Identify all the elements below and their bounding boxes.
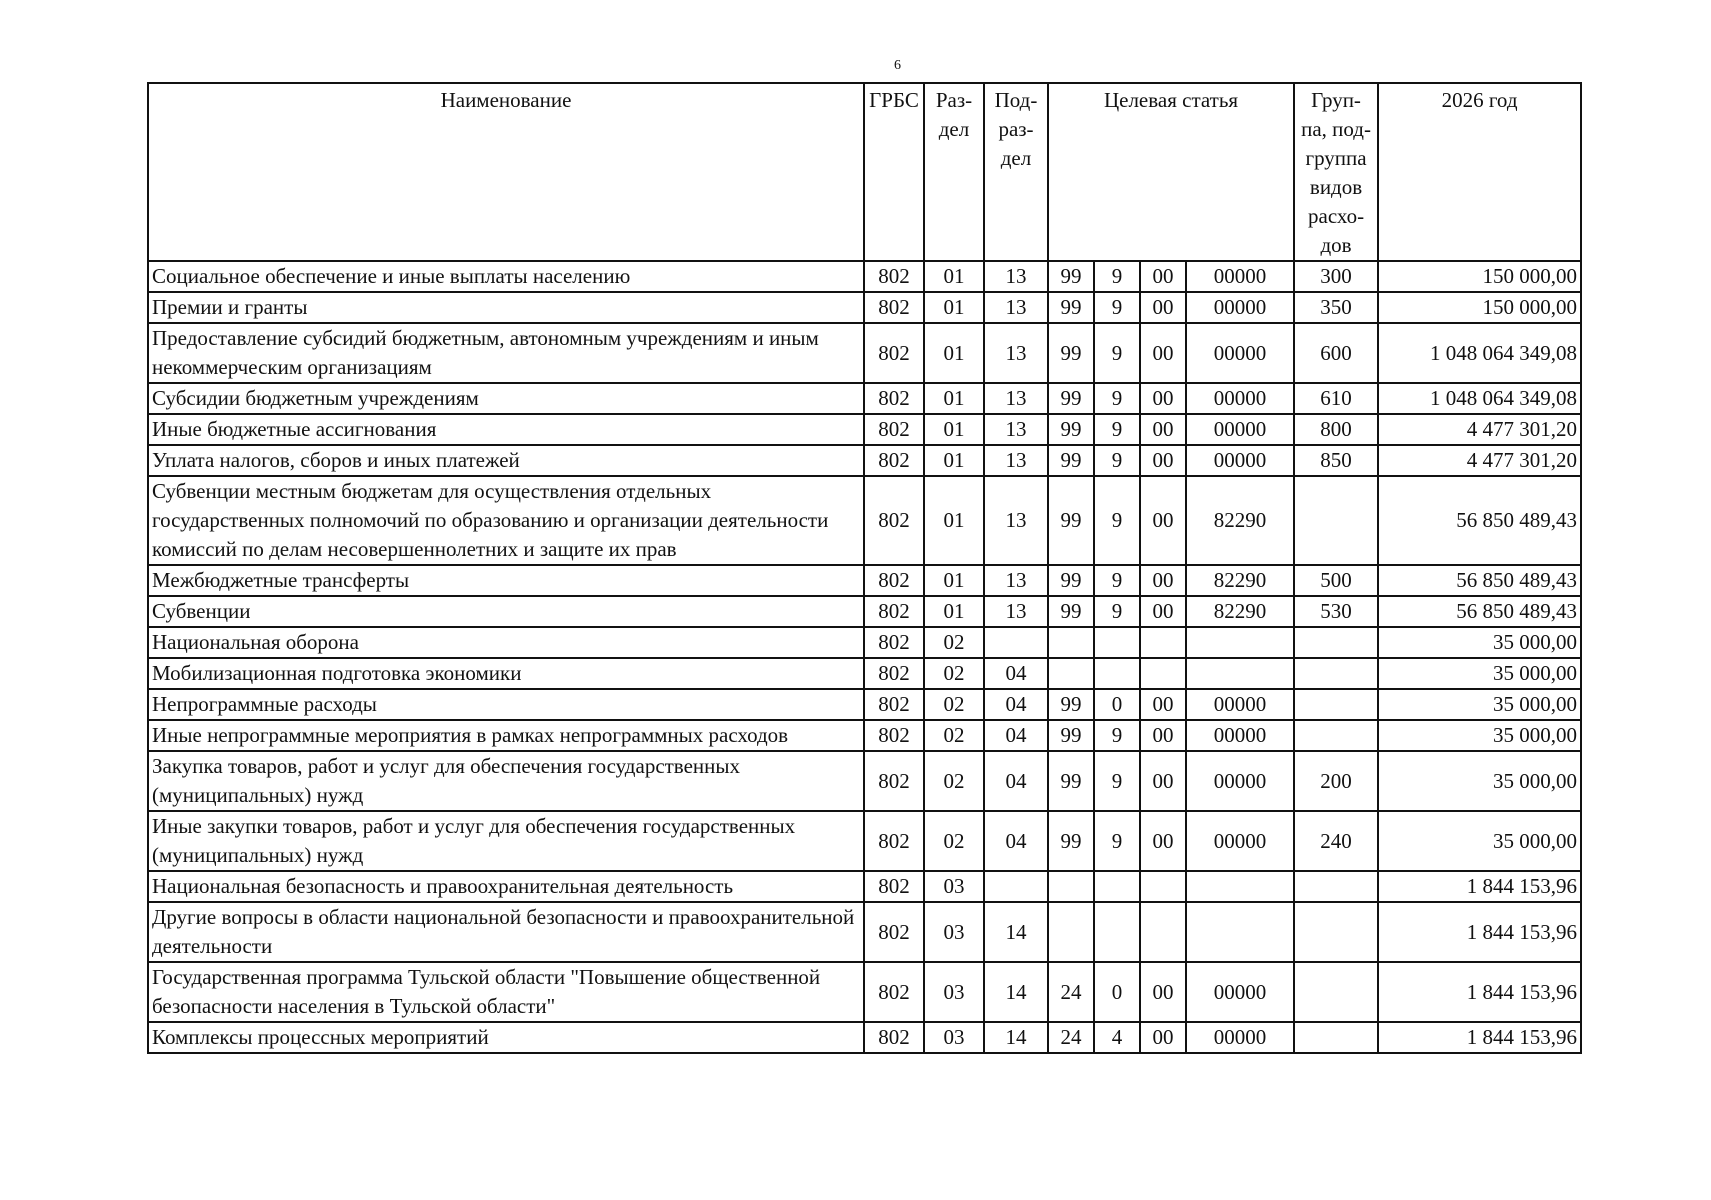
cell-razdel: 03 [924, 871, 984, 902]
table-row [148, 902, 1581, 962]
cell-podrazdel: 13 [984, 261, 1048, 292]
cell-target-program: 24 [1048, 962, 1094, 1022]
cell-expense-group: 530 [1294, 596, 1378, 627]
cell-target-program: 99 [1048, 383, 1094, 414]
cell-grbs: 802 [864, 1022, 924, 1053]
table-header-row [148, 83, 1581, 261]
cell-razdel: 01 [924, 292, 984, 323]
cell-razdel: 01 [924, 445, 984, 476]
cell-name: Национальная безопасность и правоохранительная деятельность [148, 871, 864, 902]
cell-target-direction [1186, 871, 1294, 902]
cell-razdel: 02 [924, 751, 984, 811]
cell-target-direction: 00000 [1186, 720, 1294, 751]
cell-target-event [1140, 902, 1186, 962]
cell-target-program: 99 [1048, 596, 1094, 627]
cell-razdel: 03 [924, 902, 984, 962]
cell-target-program [1048, 902, 1094, 962]
cell-razdel: 01 [924, 476, 984, 565]
cell-target-subprogram: 9 [1094, 596, 1140, 627]
cell-target-subprogram: 9 [1094, 565, 1140, 596]
cell-name: Социальное обеспечение и иные выплаты населению [148, 261, 864, 292]
cell-target-subprogram: 9 [1094, 476, 1140, 565]
cell-target-event: 00 [1140, 689, 1186, 720]
cell-podrazdel: 13 [984, 565, 1048, 596]
cell-expense-group [1294, 1022, 1378, 1053]
cell-expense-group: 240 [1294, 811, 1378, 871]
cell-target-direction [1186, 627, 1294, 658]
cell-target-subprogram: 9 [1094, 751, 1140, 811]
header-expense-group: Груп- па, под- группа видов расхо- дов [1294, 83, 1378, 261]
cell-podrazdel: 04 [984, 720, 1048, 751]
page-number: 6 [894, 58, 901, 73]
cell-grbs: 802 [864, 596, 924, 627]
cell-target-event [1140, 871, 1186, 902]
header-year: 2026 год [1378, 83, 1581, 261]
cell-target-direction [1186, 902, 1294, 962]
cell-name: Закупка товаров, работ и услуг для обеспечения государственных (муниципальных) нужд [148, 751, 864, 811]
table-row [148, 261, 1581, 292]
table-row [148, 811, 1581, 871]
cell-target-subprogram: 9 [1094, 720, 1140, 751]
cell-target-direction: 00000 [1186, 1022, 1294, 1053]
cell-target-direction: 00000 [1186, 962, 1294, 1022]
cell-target-event: 00 [1140, 323, 1186, 383]
table-row [148, 596, 1581, 627]
cell-amount-2026: 4 477 301,20 [1378, 445, 1581, 476]
cell-target-event: 00 [1140, 292, 1186, 323]
cell-target-event: 00 [1140, 565, 1186, 596]
cell-amount-2026: 56 850 489,43 [1378, 565, 1581, 596]
cell-podrazdel: 13 [984, 445, 1048, 476]
table-row [148, 689, 1581, 720]
cell-expense-group [1294, 962, 1378, 1022]
cell-target-subprogram: 9 [1094, 261, 1140, 292]
cell-name: Субсидии бюджетным учреждениям [148, 383, 864, 414]
cell-amount-2026: 35 000,00 [1378, 627, 1581, 658]
cell-amount-2026: 56 850 489,43 [1378, 596, 1581, 627]
cell-target-event: 00 [1140, 261, 1186, 292]
cell-podrazdel: 14 [984, 962, 1048, 1022]
cell-name: Предоставление субсидий бюджетным, автономным учреждениям и иным некоммерческим организациям [148, 323, 864, 383]
cell-target-program: 24 [1048, 1022, 1094, 1053]
cell-target-subprogram [1094, 902, 1140, 962]
cell-grbs: 802 [864, 811, 924, 871]
cell-name: Межбюджетные трансферты [148, 565, 864, 596]
cell-amount-2026: 1 844 153,96 [1378, 902, 1581, 962]
cell-amount-2026: 4 477 301,20 [1378, 414, 1581, 445]
cell-razdel: 02 [924, 720, 984, 751]
cell-podrazdel: 14 [984, 1022, 1048, 1053]
cell-grbs: 802 [864, 476, 924, 565]
cell-grbs: 802 [864, 627, 924, 658]
table-body [148, 261, 1581, 1053]
cell-target-program [1048, 871, 1094, 902]
cell-target-event: 00 [1140, 414, 1186, 445]
cell-grbs: 802 [864, 720, 924, 751]
cell-podrazdel: 04 [984, 751, 1048, 811]
cell-razdel: 03 [924, 1022, 984, 1053]
cell-target-program: 99 [1048, 445, 1094, 476]
cell-grbs: 802 [864, 414, 924, 445]
cell-target-subprogram: 4 [1094, 1022, 1140, 1053]
header-name: Наименование [148, 83, 864, 261]
cell-podrazdel: 13 [984, 476, 1048, 565]
cell-target-program: 99 [1048, 689, 1094, 720]
cell-target-direction: 00000 [1186, 811, 1294, 871]
cell-podrazdel [984, 871, 1048, 902]
cell-target-program: 99 [1048, 414, 1094, 445]
cell-target-subprogram: 9 [1094, 323, 1140, 383]
cell-target-subprogram: 0 [1094, 962, 1140, 1022]
cell-amount-2026: 35 000,00 [1378, 811, 1581, 871]
cell-podrazdel [984, 627, 1048, 658]
cell-podrazdel: 14 [984, 902, 1048, 962]
cell-target-subprogram [1094, 871, 1140, 902]
cell-amount-2026: 150 000,00 [1378, 261, 1581, 292]
cell-razdel: 01 [924, 596, 984, 627]
cell-expense-group [1294, 476, 1378, 565]
cell-podrazdel: 04 [984, 689, 1048, 720]
cell-podrazdel: 13 [984, 292, 1048, 323]
cell-grbs: 802 [864, 292, 924, 323]
cell-target-program: 99 [1048, 751, 1094, 811]
cell-amount-2026: 35 000,00 [1378, 751, 1581, 811]
cell-podrazdel: 13 [984, 414, 1048, 445]
cell-target-event: 00 [1140, 811, 1186, 871]
cell-name: Мобилизационная подготовка экономики [148, 658, 864, 689]
cell-amount-2026: 35 000,00 [1378, 720, 1581, 751]
cell-grbs: 802 [864, 261, 924, 292]
table-row [148, 292, 1581, 323]
cell-target-program: 99 [1048, 261, 1094, 292]
cell-target-direction: 00000 [1186, 751, 1294, 811]
cell-target-event: 00 [1140, 720, 1186, 751]
table-row [148, 445, 1581, 476]
cell-name: Непрограммные расходы [148, 689, 864, 720]
table-row [148, 476, 1581, 565]
cell-target-program [1048, 627, 1094, 658]
cell-target-subprogram: 9 [1094, 414, 1140, 445]
cell-expense-group: 800 [1294, 414, 1378, 445]
cell-expense-group: 610 [1294, 383, 1378, 414]
cell-amount-2026: 150 000,00 [1378, 292, 1581, 323]
cell-grbs: 802 [864, 871, 924, 902]
cell-amount-2026: 1 048 064 349,08 [1378, 323, 1581, 383]
cell-name: Государственная программа Тульской области "Повышение общественной безопасности населения в Тульской области" [148, 962, 864, 1022]
cell-name: Национальная оборона [148, 627, 864, 658]
cell-expense-group: 850 [1294, 445, 1378, 476]
cell-razdel: 02 [924, 627, 984, 658]
cell-target-program [1048, 658, 1094, 689]
cell-target-direction: 82290 [1186, 565, 1294, 596]
table-row [148, 962, 1581, 1022]
cell-target-subprogram: 9 [1094, 811, 1140, 871]
cell-razdel: 02 [924, 689, 984, 720]
cell-expense-group [1294, 658, 1378, 689]
cell-target-event: 00 [1140, 751, 1186, 811]
cell-name: Премии и гранты [148, 292, 864, 323]
cell-target-subprogram: 0 [1094, 689, 1140, 720]
cell-razdel: 01 [924, 323, 984, 383]
header-podrazdel: Под- раз- дел [984, 83, 1048, 261]
table-row [148, 323, 1581, 383]
table-row [148, 720, 1581, 751]
cell-expense-group: 200 [1294, 751, 1378, 811]
cell-podrazdel: 04 [984, 811, 1048, 871]
cell-grbs: 802 [864, 658, 924, 689]
cell-target-event: 00 [1140, 1022, 1186, 1053]
header-razdel: Раз- дел [924, 83, 984, 261]
cell-target-event: 00 [1140, 476, 1186, 565]
cell-target-subprogram [1094, 658, 1140, 689]
cell-expense-group: 500 [1294, 565, 1378, 596]
table-row [148, 871, 1581, 902]
cell-target-direction: 00000 [1186, 383, 1294, 414]
cell-target-event: 00 [1140, 962, 1186, 1022]
cell-target-event: 00 [1140, 445, 1186, 476]
cell-razdel: 03 [924, 962, 984, 1022]
table-row [148, 627, 1581, 658]
cell-name: Другие вопросы в области национальной безопасности и правоохранительной деятельности [148, 902, 864, 962]
cell-target-direction: 00000 [1186, 414, 1294, 445]
cell-grbs: 802 [864, 383, 924, 414]
cell-expense-group [1294, 720, 1378, 751]
budget-table [147, 82, 1582, 1054]
cell-grbs: 802 [864, 323, 924, 383]
cell-expense-group [1294, 902, 1378, 962]
table-row [148, 1022, 1581, 1053]
cell-name: Субвенции [148, 596, 864, 627]
cell-amount-2026: 1 844 153,96 [1378, 962, 1581, 1022]
cell-target-subprogram: 9 [1094, 383, 1140, 414]
cell-target-subprogram: 9 [1094, 292, 1140, 323]
cell-grbs: 802 [864, 751, 924, 811]
cell-target-direction: 82290 [1186, 476, 1294, 565]
cell-amount-2026: 56 850 489,43 [1378, 476, 1581, 565]
cell-target-subprogram [1094, 627, 1140, 658]
cell-target-program: 99 [1048, 323, 1094, 383]
cell-target-direction: 00000 [1186, 292, 1294, 323]
cell-target-subprogram: 9 [1094, 445, 1140, 476]
cell-expense-group [1294, 627, 1378, 658]
cell-target-event [1140, 658, 1186, 689]
cell-amount-2026: 1 844 153,96 [1378, 1022, 1581, 1053]
cell-grbs: 802 [864, 962, 924, 1022]
cell-name: Иные непрограммные мероприятия в рамках непрограммных расходов [148, 720, 864, 751]
cell-target-direction: 00000 [1186, 261, 1294, 292]
cell-grbs: 802 [864, 565, 924, 596]
cell-target-event: 00 [1140, 383, 1186, 414]
cell-target-program: 99 [1048, 811, 1094, 871]
header-target-article: Целевая статья [1048, 83, 1294, 261]
cell-target-event: 00 [1140, 596, 1186, 627]
cell-name: Иные закупки товаров, работ и услуг для обеспечения государственных (муниципальных) нужд [148, 811, 864, 871]
cell-razdel: 01 [924, 414, 984, 445]
table-row [148, 658, 1581, 689]
table-row [148, 383, 1581, 414]
cell-expense-group [1294, 871, 1378, 902]
cell-target-direction: 00000 [1186, 689, 1294, 720]
cell-name: Уплата налогов, сборов и иных платежей [148, 445, 864, 476]
cell-target-direction: 00000 [1186, 445, 1294, 476]
header-grbs: ГРБС [864, 83, 924, 261]
cell-razdel: 02 [924, 658, 984, 689]
cell-razdel: 01 [924, 383, 984, 414]
cell-amount-2026: 35 000,00 [1378, 658, 1581, 689]
cell-expense-group [1294, 689, 1378, 720]
cell-amount-2026: 35 000,00 [1378, 689, 1581, 720]
cell-razdel: 02 [924, 811, 984, 871]
cell-podrazdel: 04 [984, 658, 1048, 689]
cell-expense-group: 600 [1294, 323, 1378, 383]
table-row [148, 414, 1581, 445]
cell-name: Комплексы процессных мероприятий [148, 1022, 864, 1053]
cell-amount-2026: 1 844 153,96 [1378, 871, 1581, 902]
cell-target-program: 99 [1048, 476, 1094, 565]
table-row [148, 565, 1581, 596]
cell-target-direction: 82290 [1186, 596, 1294, 627]
cell-target-direction [1186, 658, 1294, 689]
cell-target-program: 99 [1048, 720, 1094, 751]
cell-expense-group: 300 [1294, 261, 1378, 292]
cell-target-program: 99 [1048, 292, 1094, 323]
cell-amount-2026: 1 048 064 349,08 [1378, 383, 1581, 414]
cell-grbs: 802 [864, 689, 924, 720]
cell-grbs: 802 [864, 902, 924, 962]
cell-razdel: 01 [924, 261, 984, 292]
cell-target-event [1140, 627, 1186, 658]
table-row [148, 751, 1581, 811]
cell-name: Субвенции местным бюджетам для осуществления отдельных государственных полномочий по образованию и организации деятельности комиссий по делам несовершеннолетних и защите их прав [148, 476, 864, 565]
cell-target-program: 99 [1048, 565, 1094, 596]
cell-name: Иные бюджетные ассигнования [148, 414, 864, 445]
cell-podrazdel: 13 [984, 596, 1048, 627]
cell-grbs: 802 [864, 445, 924, 476]
cell-podrazdel: 13 [984, 383, 1048, 414]
cell-expense-group: 350 [1294, 292, 1378, 323]
cell-razdel: 01 [924, 565, 984, 596]
cell-target-direction: 00000 [1186, 323, 1294, 383]
cell-podrazdel: 13 [984, 323, 1048, 383]
